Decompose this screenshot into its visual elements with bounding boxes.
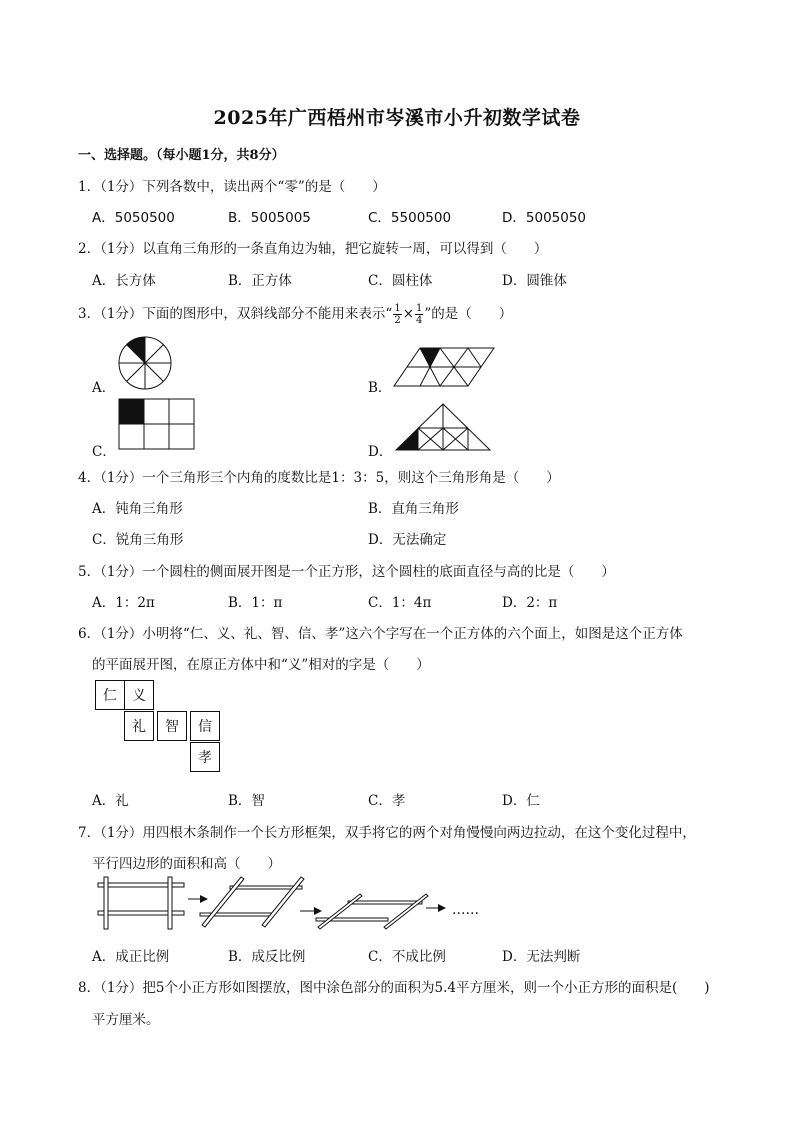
- q7-option-a[interactable]: A．成正比例: [92, 949, 170, 965]
- q6-option-a[interactable]: A．礼: [92, 793, 129, 809]
- question-1: 1．（1分）下列各数中，读出两个“零”的是（ ）: [78, 179, 386, 195]
- q2-option-a[interactable]: A．长方体: [92, 273, 156, 289]
- page-title: 2025年广西梧州市岑溪市小升初数学试卷: [213, 107, 581, 129]
- q3-option-a[interactable]: A．: [92, 380, 116, 396]
- question-5: 5．（1分）一个圆柱的侧面展开图是一个正方形，这个圆柱的底面直径与高的比是（ ）: [78, 564, 615, 580]
- frame-transformation-figure: [92, 875, 492, 933]
- question-6-line-1: 6．（1分）小明将“仁、义、礼、智、信、孝”这六个字写在一个正方体的六个面上，如图是这个正方体: [78, 626, 683, 642]
- q2-option-b[interactable]: B．正方体: [228, 273, 292, 289]
- q3-option-c[interactable]: C．: [92, 444, 116, 460]
- question-8-line-1: 8．（1分）把5个小正方形如图摆放，图中涂色部分的面积为5.4平方厘米，则一个小正方形的面积是( ): [78, 980, 710, 996]
- triangle-figure: [394, 402, 492, 452]
- q1-option-d[interactable]: D．5005050: [502, 210, 587, 226]
- q4-option-a[interactable]: A．钝角三角形: [92, 501, 183, 517]
- q4-option-c[interactable]: C．锐角三角形: [92, 532, 184, 548]
- section-heading: 一、选择题。（每小题1分，共8分）: [78, 148, 285, 163]
- q5-option-b[interactable]: B．1：π: [228, 595, 283, 611]
- q2-option-d[interactable]: D．圆锥体: [502, 273, 567, 289]
- q7-option-d[interactable]: D．无法判断: [502, 949, 581, 965]
- question-3: [78, 302, 512, 326]
- cube-face: 孝: [190, 742, 220, 772]
- q3-text-before: 3．（1分）下面的图形中，双斜线部分不能用来表示“: [78, 306, 393, 322]
- cube-face: 智: [157, 711, 187, 741]
- q3-text-after: ”的是（ ）: [424, 306, 513, 322]
- grid-figure: [118, 398, 196, 450]
- q5-option-c[interactable]: C．1：4π: [368, 595, 432, 611]
- question-4: 4．（1分）一个三角形三个内角的度数比是1：3：5，则这个三角形角是（ ）: [78, 470, 560, 486]
- parallelogram-figure: [392, 346, 496, 388]
- fraction-one-quarter: $\frac{1}{4}$: [416, 303, 423, 326]
- question-7-line-1: 7．（1分）用四根木条制作一个长方形框架，双手将它的两个对角慢慢向两边拉动，在这个变化过程中，: [78, 825, 696, 841]
- q1-option-b[interactable]: B．5005005: [228, 210, 311, 226]
- q5-option-a[interactable]: A．1：2π: [92, 595, 155, 611]
- times-sign: ×: [402, 306, 415, 322]
- q3-option-d[interactable]: D．: [368, 444, 393, 460]
- q6-option-d[interactable]: D．仁: [502, 793, 540, 809]
- q3-option-b[interactable]: B．: [368, 380, 392, 396]
- q7-option-c[interactable]: C．不成比例: [368, 949, 446, 965]
- q4-option-b[interactable]: B．直角三角形: [368, 501, 459, 517]
- q5-option-d[interactable]: D．2：π: [502, 595, 558, 611]
- q6-option-b[interactable]: B．智: [228, 793, 265, 809]
- cube-net-figure: [95, 680, 225, 780]
- q1-option-c[interactable]: C．5500500: [368, 210, 452, 226]
- q2-option-c[interactable]: C．圆柱体: [368, 273, 433, 289]
- question-8-line-2: 平方厘米。: [92, 1012, 160, 1028]
- q1-option-a[interactable]: A．5050500: [92, 210, 175, 226]
- question-7-line-2: 平行四边形的面积和高（ ）: [92, 856, 281, 872]
- cube-face: 信: [190, 711, 220, 741]
- question-6-line-2: 的平面展开图，在原正方体中和“义”相对的字是（ ）: [92, 657, 430, 673]
- q4-option-d[interactable]: D．无法确定: [368, 532, 447, 548]
- cube-face: 义: [124, 680, 154, 710]
- continuation-ellipsis: ……: [452, 902, 479, 918]
- circle-eighths-figure: [118, 336, 172, 390]
- cube-face: 仁: [95, 680, 125, 710]
- question-2: 2．（1分）以直角三角形的一条直角边为轴，把它旋转一周，可以得到（ ）: [78, 241, 548, 257]
- cube-face: 礼: [124, 711, 154, 741]
- q7-option-b[interactable]: B．成反比例: [228, 949, 306, 965]
- fraction-one-half: $\frac{1}{2}$: [394, 303, 401, 326]
- q6-option-c[interactable]: C．孝: [368, 793, 406, 809]
